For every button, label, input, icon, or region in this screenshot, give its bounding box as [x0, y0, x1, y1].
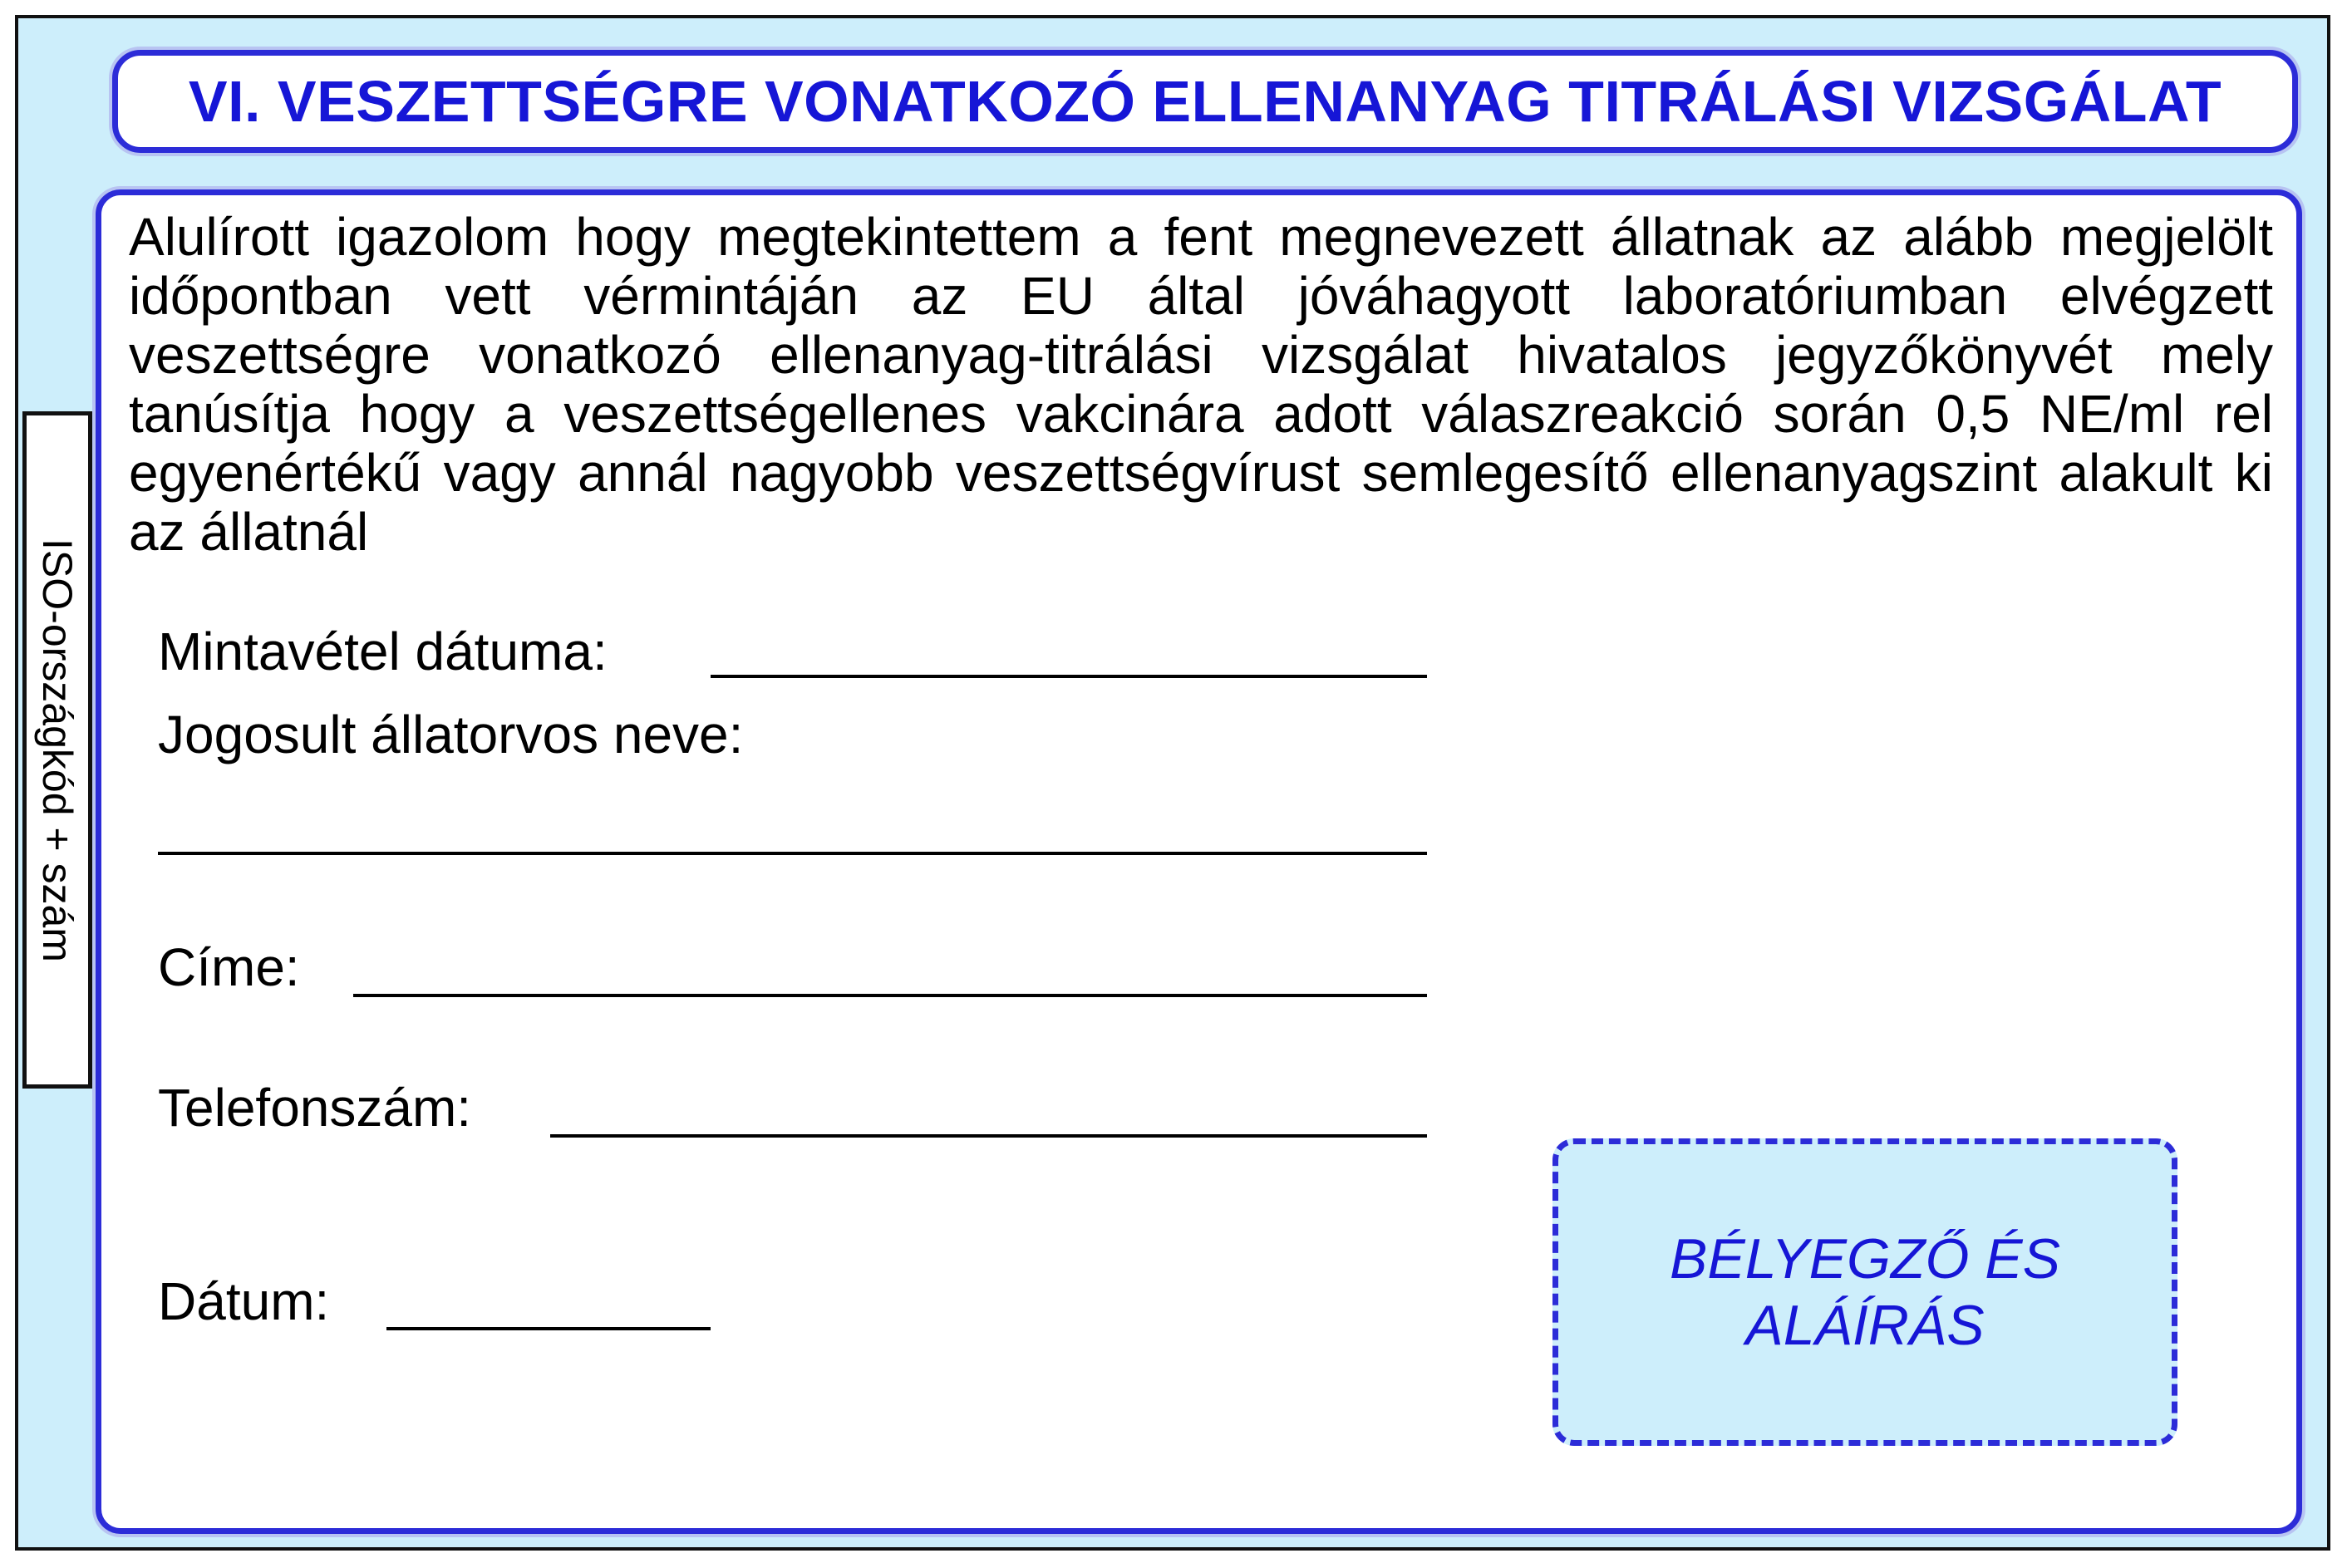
sampling-date-line[interactable]: [711, 675, 1427, 678]
date-line[interactable]: [386, 1327, 711, 1330]
section-title: VI. VESZETTSÉGRE VONATKOZÓ ELLENANYAG TITRÁLÁSI VIZSGÁLAT: [188, 69, 2222, 134]
stamp-label-line2: ALÁÍRÁS: [1745, 1294, 1985, 1357]
certification-paragraph: Alulírott igazolom hogy megtekintettem a fent megnevezett állatnak az alább megjelölt időpontban vett vérmintáján az EU által jóváhagyott laboratóriumban elvégzett veszettségre vonatkozó ellenanyag-titrálási vizsgálat hivatalos jegyzőkönyvét mely tanúsítja hogy a veszettségellenes vakcinára adott válaszreakció során 0,5 NE/ml rel egyenértékű vagy annál nagyobb veszettségvírust semlegesítő ellenanyagszint alakult ki az állatnál: [129, 207, 2273, 562]
vet-name-line[interactable]: [158, 852, 1427, 855]
side-tab: [22, 411, 92, 1089]
vet-name-label: Jogosult állatorvos neve:: [158, 705, 744, 764]
stamp-signature-box[interactable]: [1552, 1138, 2177, 1446]
stamp-label: [1632, 1226, 2098, 1359]
phone-line[interactable]: [550, 1134, 1427, 1138]
section-title-box: [112, 50, 2298, 153]
sampling-date-label: Mintavétel dátuma:: [158, 622, 608, 681]
side-tab-label: ISO-országkód + szám: [34, 538, 81, 962]
stamp-label-line1: BÉLYEGZŐ ÉS: [1670, 1227, 2060, 1290]
phone-label: Telefonszám:: [158, 1078, 472, 1138]
address-line[interactable]: [353, 994, 1427, 997]
address-label: Címe:: [158, 937, 300, 997]
date-label: Dátum:: [158, 1271, 330, 1331]
